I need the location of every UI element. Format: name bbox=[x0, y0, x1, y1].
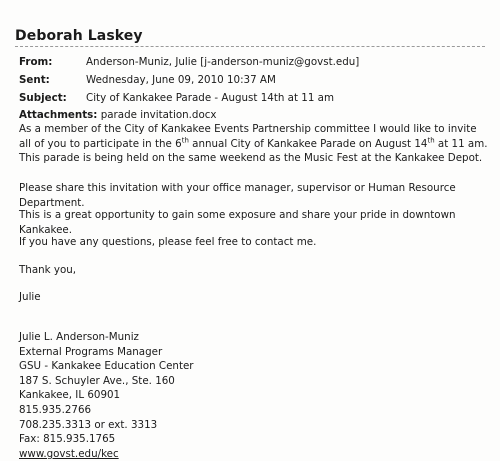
signature-name: Julie L. Anderson-Muniz bbox=[19, 331, 139, 343]
share-paragraph: Please share this invitation with your office manager, supervisor or Human Resource Department. bbox=[19, 182, 456, 209]
sent-label: Sent: bbox=[19, 74, 50, 86]
opportunity-paragraph: This is a great opportunity to gain some exposure and share your pride in downtown Kankakee. bbox=[19, 209, 456, 236]
signature-phone-alt: 708.235.3313 or ext. 3313 bbox=[19, 418, 158, 431]
signature-website-link[interactable]: www.govst.edu/kec bbox=[19, 447, 119, 460]
signature-city: Kankakee, IL 60901 bbox=[19, 389, 121, 402]
subject-value: City of Kankakee Parade - August 14th at 11 am bbox=[86, 92, 335, 104]
header-attachments bbox=[19, 109, 217, 121]
header-sent bbox=[19, 73, 276, 87]
from-value: Anderson-Muniz, Julie [j-anderson-muniz@govst.edu] bbox=[86, 56, 360, 68]
header-divider bbox=[15, 46, 485, 47]
signature-fax: Fax: 815.935.1765 bbox=[19, 433, 116, 446]
attachment-file: parade invitation.docx bbox=[100, 109, 217, 121]
sender-name: Deborah Laskey bbox=[15, 28, 143, 44]
header-subject bbox=[19, 91, 334, 105]
signature-address: 187 S. Schuyler Ave., Ste. 160 bbox=[19, 374, 175, 387]
questions-paragraph: If you have any questions, please feel free to contact me. bbox=[19, 236, 317, 248]
sent-value: Wednesday, June 09, 2010 10:37 AM bbox=[86, 74, 276, 86]
subject-label: Subject: bbox=[19, 92, 67, 104]
header-from bbox=[19, 55, 359, 69]
from-label: From: bbox=[19, 56, 53, 68]
attachments-label: Attachments: bbox=[19, 109, 98, 121]
closing: Thank you, bbox=[19, 264, 77, 276]
signature-org: GSU - Kankakee Education Center bbox=[19, 360, 194, 373]
signature-block bbox=[19, 330, 194, 461]
sign-off-name: Julie bbox=[19, 291, 41, 303]
intro-paragraph: As a member of the City of Kankakee Events Partnership committee I would like to invite all of you to participate in the 6th annual City of Kankakee Parade on August 14th at 11 am. This parade is being held on the same weekend as the Music Fest at the Kankakee Depot. bbox=[19, 123, 488, 164]
signature-title: External Programs Manager bbox=[19, 345, 163, 358]
signature-phone: 815.935.2766 bbox=[19, 403, 92, 416]
